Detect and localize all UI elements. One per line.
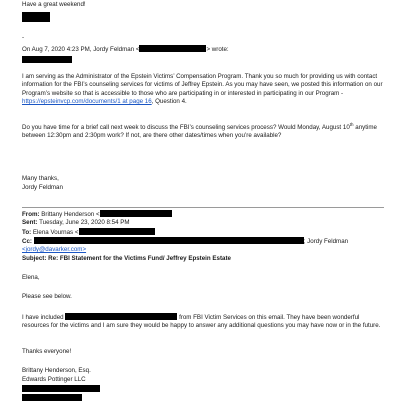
feldman-paragraph-1: I am serving as the Administrator of the Epstein Victims’ Compensation Program. Thank you so much for providing us with contact information for the FBI’s counseling services for victims of Jeffrey Epstein. As you may have seen, we posted this information on our Program’s website so that is accessible to those who are participating in or interested in participating in our Program - https://epsteinvcp.com/documents/1 at page 16, Question 4. bbox=[22, 73, 383, 105]
sent-line: Sent: Tuesday, June 23, 2020 8:54 PM bbox=[22, 219, 130, 226]
henderson-line-1: Please see below. bbox=[22, 293, 72, 300]
henderson-thanks: Thanks everyone! bbox=[22, 348, 72, 355]
cc-email-line bbox=[22, 246, 386, 254]
from-line: From: Brittany Henderson < bbox=[22, 210, 386, 219]
feldman-paragraph-2: Do you have time for a brief call next week to discuss the FBI’s counseling services process? Would Monday, August 10th anytime between 12:30pm and 2:30pm work? If not, are there other dates/times when you’re available? bbox=[22, 121, 377, 140]
header-divider bbox=[22, 207, 384, 208]
greeting-top: Have a great weekend! bbox=[22, 1, 86, 8]
henderson-paragraph: I have included from FBI Victim Services on this email. They have been wonderful resources for the victims and I am sure they would be happy to answer any additional questions you may have now or in the future. bbox=[22, 314, 381, 330]
feldman-email-link[interactable]: <jordy@davarker.com> bbox=[22, 246, 87, 253]
redaction-bar bbox=[65, 313, 177, 320]
redaction-bar bbox=[22, 394, 386, 403]
redaction-bar bbox=[22, 56, 386, 65]
henderson-sig-firm: Edwards Pottinger LLC bbox=[22, 376, 86, 383]
dot-line: - bbox=[22, 34, 25, 41]
redaction-bar bbox=[139, 45, 206, 52]
subject-line: Subject: Re: FBI Statement for the Victims Fund/ Jeffrey Epstein Estate bbox=[22, 255, 231, 262]
program-documents-link[interactable]: https://epsteinvcp.com/documents/1 at page 16 bbox=[22, 97, 152, 105]
redaction-bar bbox=[22, 12, 386, 24]
henderson-salutation: Elena, bbox=[22, 274, 40, 281]
redaction-bar bbox=[79, 228, 155, 235]
quoted-header: On Aug 7, 2020 4:23 PM, Jordy Feldman < > wrote: bbox=[22, 46, 229, 53]
to-line: To: Elena Vournas < bbox=[22, 228, 386, 237]
redaction-bar bbox=[22, 385, 386, 394]
feldman-signature: Jordy Feldman bbox=[22, 184, 63, 191]
henderson-sig-name: Brittany Henderson, Esq. bbox=[22, 367, 91, 374]
redaction-bar bbox=[34, 237, 304, 244]
cc-line: Cc: ; Jordy Feldman bbox=[22, 238, 349, 245]
feldman-signoff: Many thanks, bbox=[22, 175, 59, 182]
redaction-bar bbox=[100, 210, 172, 217]
